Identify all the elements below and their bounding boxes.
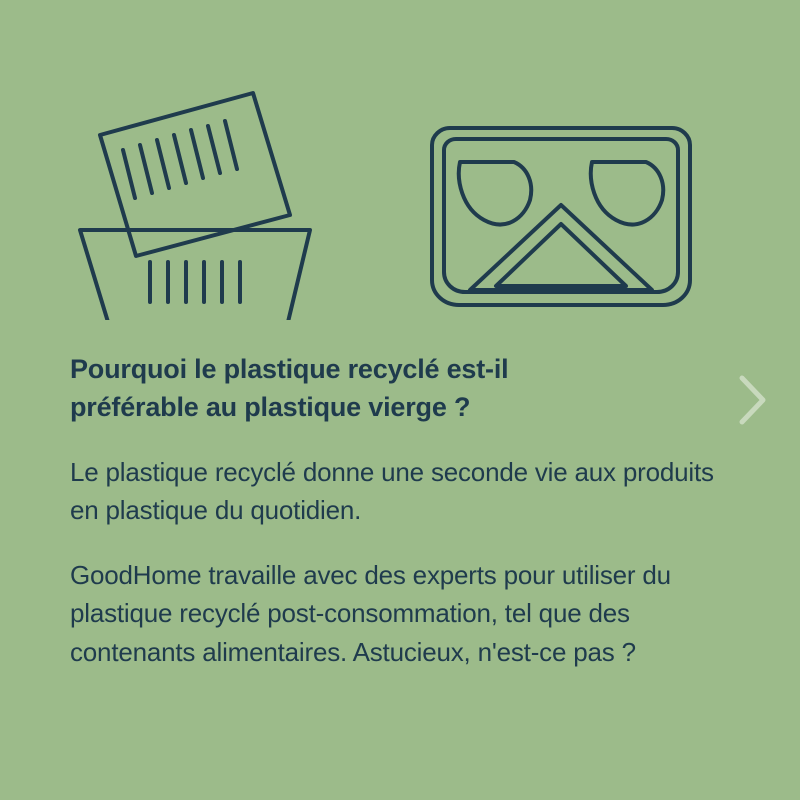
card-content xyxy=(70,350,730,671)
body-paragraph-1: Le plastique recyclé donne une seconde vie aux produits en plastique du quotidien. xyxy=(70,456,714,526)
next-slide-button[interactable] xyxy=(732,370,772,430)
illustration xyxy=(0,40,800,320)
body-paragraph-2: GoodHome travaille avec des experts pour utiliser du plastique recyclé post-consommation, tel que des contenants alimentaires. Astucieux, n'est-ce pas ? xyxy=(70,559,671,667)
chevron-right-icon xyxy=(732,370,772,430)
clamshell-base xyxy=(80,230,310,320)
page-title: Pourquoi le plastique recyclé est-il préférable au plastique vierge ? xyxy=(70,354,509,423)
meal-tray xyxy=(432,128,690,305)
